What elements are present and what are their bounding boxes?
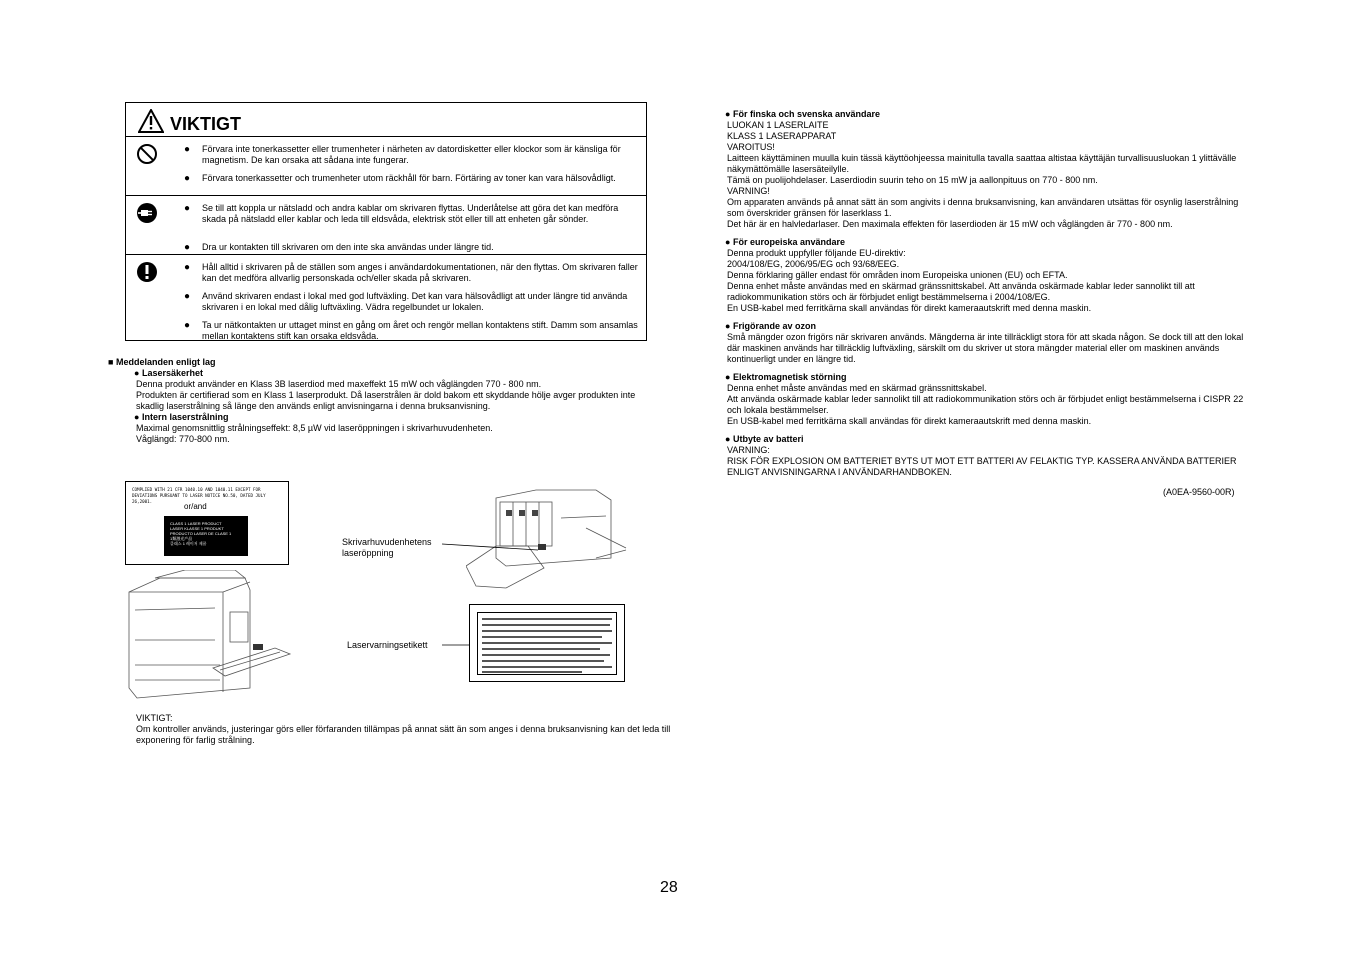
notice-finnish-swedish: ● För finska och svenska användare LUOKAN 1 LASERLAITE KLASS 1 LASERAPPARAT VAROITUS! Laitteen käyttäminen muulla kuin tässä käyttöohjeessa mainitulla tavalla saattaa altistaa käyttäjän turvallisuusluokan 1 ylittävälle näkymättömälle lasersäteilylle. Tämä on puolijohdelaser. Laserdiodin suurin teho on 15 mW ja aallonpituus on 770 - 800 nm. VARNING! Om apparaten används på annat sätt än som angivits i denna bruksanvisning, kan användaren utsättas för osynlig laserstrålning som överskrider gränsen för laserklass 1. Det här är en halvledarlaser. Den maximala effekten för laserdioden är 15 mW och våglängden är 770 - 800 nm.: [725, 109, 1239, 229]
laser-safety-text: Denna produkt använder en Klass 3B laserdiod med maxeffekt 15 mW och våglängden 770 - 800 nm. Produkten är certifierad som en Klass 1 laserprodukt. Då laserstrålen är dold bakom ett skyddande hölje avger produkten inte skadlig laserstrålning så länge den används enligt anvisningarna i denna bruksanvisning.: [136, 379, 636, 411]
bullet: ●: [184, 144, 191, 155]
page-number: 28: [660, 879, 678, 896]
class1-label: CLASS 1 LASER PRODUCT LASER KLASSE 1 PRODUKT PRODUCTO LASER DE CLASE 1 1類激光产品 클래스 1 레이저 제품: [164, 516, 248, 556]
note-text: Om kontroller används, justeringar görs eller förfaranden tillämpas på annat sätt än som anges i denna bruksanvisning kan det leda till exponering för farlig strålning.: [136, 724, 671, 745]
exclamation-icon: [136, 261, 158, 283]
notice-emi: ● Elektromagnetisk störning Denna enhet måste användas med en skärmad gränssnittskabel. Att använda oskärmade kablar leder sannolikt till att radiokommunikation störs och är förbjudet enligt bestämmelserna i CISPR 22 och lokala bestämmelser. En USB-kabel med ferritkärna skall användas för direkt kameraautskrift med denna maskin.: [725, 372, 1244, 426]
bullet: ●: [184, 320, 191, 331]
bullet: ●: [184, 291, 191, 302]
note-label: VIKTIGT:: [136, 713, 173, 723]
notice-battery: ● Utbyte av batteri VARNING: RISK FÖR EXPLOSION OM BATTERIET BYTS UT MOT ETT BATTERI AV FELAKTIG TYP. KASSERA ANVÄNDA BATTERIER ENLIGT ANVISNINGARNA I ANVÄNDARHANDBOKEN.: [725, 434, 1237, 477]
bullet: ●: [184, 203, 191, 214]
prohibition-icon: [136, 143, 158, 165]
notice-european: ● För europeiska användare Denna produkt uppfyller följande EU-direktiv: 2004/108/EG, 2006/95/EG och 93/68/EEG. Denna förklaring gäller endast för områden inom Europeiska unionen (EU) och EFTA. Denna enhet måste användas med en skärmad gränssnittskabel. Att använda oskärmade kablar leder sannolikt till att radiokommunikation störs och är förbjudet enligt bestämmelserna i 2004/108/EG. En USB-kabel med ferritkärna skall användas för direkt kameraautskrift med denna maskin.: [725, 237, 1195, 313]
legal-heading: ■ Meddelanden enligt lag: [108, 357, 216, 367]
unplug-icon: [136, 202, 158, 224]
laser-safety-heading: ● Lasersäkerhet: [134, 368, 203, 378]
notice-ozone: ● Frigörande av ozon Små mängder ozon frigörs när skrivaren används. Mängderna är inte tillräckligt stora för att skada någon. Se dock till att den lokal där maskinen används har tillräcklig luftväxling, särskilt om du skriver ut stora mängder material eller om maskinen används kontinuerligt under en längre tid.: [725, 321, 1244, 364]
compliance-text: COMPLIED WITH 21 CFR 1040.10 AND 1040.11 EXCEPT FOR DEVIATIONS PURSUANT TO LASER NOTICE NO.50, DATED JULY 26,2001.: [132, 487, 266, 504]
legal-notices-section: [108, 357, 688, 445]
caption-laser-warning-label: Laservarningsetikett: [347, 640, 428, 650]
bullet: ●: [184, 262, 191, 273]
laser-warning-label: [477, 612, 617, 675]
warning-header: [126, 103, 646, 137]
warning-row-cables: ● Se till att koppla ur nätsladd och andra kablar om skrivaren flyttas. Underlåtelse att göra det kan medföra skada på nätsladd eller kablar och leda till eldsvåda, elektrisk stöt eller till att enheten går sönder. ● Dra ur kontakten till skrivaren om den inte ska användas under längre tid.: [126, 196, 646, 255]
or-and-text: or/and: [184, 502, 207, 511]
printer-side-illustration: [125, 570, 295, 700]
important-warning-box: [125, 102, 647, 341]
warning-row-handling: ● Håll alltid i skrivaren på de ställen som anges i användardokumentationen, när den flyttas. Om skrivaren faller kan det medföra allvarlig personskada och/eller skada på skrivaren. ● Använd skrivaren endast i lokal med god luftväxling. Det kan vara hälsovådligt att under längre tid använda skrivaren i en lokal med dålig luftväxling. Vädra regelbundet ur lokalen. ● Ta ur nätkontakten ur uttaget minst en gång om året och rengör mellan kontaktens stift. Damm som ansamlas mellan kontaktens stift kan orsaka eldsvåda.: [126, 255, 646, 341]
important-note: [136, 713, 676, 746]
bullet: ●: [184, 173, 191, 184]
internal-radiation-heading: ● Intern laserstrålning: [134, 412, 229, 422]
document-reference: (A0EA-9560-00R): [1163, 487, 1235, 497]
internal-radiation-text: Maximal genomsnittlig strålningseffekt: 8,5 µW vid laseröppningen i skrivarhuvudenheten. Våglängd: 770-800 nm.: [136, 423, 493, 444]
caption-laser-opening: Skrivarhuvudenhetens laseröppning: [342, 537, 432, 558]
right-column-notices: [725, 109, 1245, 485]
warning-row-storage: ● Förvara inte tonerkassetter eller trumenheter i närheten av datordisketter eller klockor som är känsliga för magnetism. De kan orsaka att sådana inte fungerar. ● Förvara tonerkassetter och trumenheter utom räckhåll för barn. Förtäring av toner kan vara hälsovådligt.: [126, 137, 646, 196]
laser-warning-label-figure: [469, 604, 625, 682]
bullet: ●: [184, 242, 191, 253]
warning-title: VIKTIGT: [170, 114, 241, 134]
warning-triangle-icon: [138, 109, 164, 133]
compliance-label-figure: [125, 481, 289, 565]
